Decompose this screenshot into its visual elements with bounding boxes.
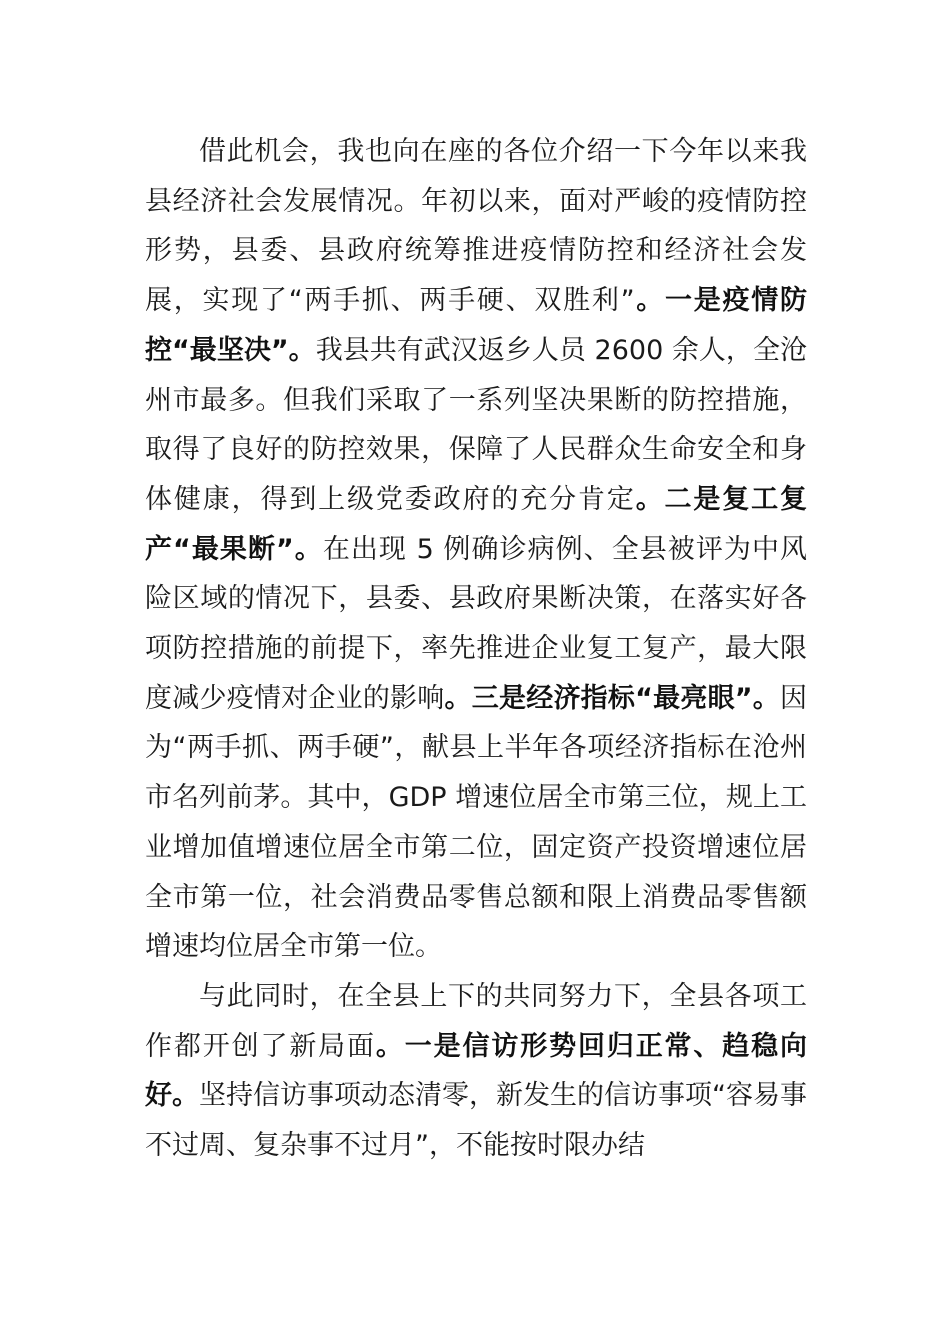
document-body (145, 127, 807, 1171)
paragraph-text: 坚持信访事项动态清零，新发生的信访事项“容易事不过周、复杂事不过月”，不能按时限办结 (145, 1080, 807, 1162)
highlight-resume-work: 。二是复工复产“最果断”。 (145, 483, 808, 565)
paragraph-text: 我县共有武汉返乡人员 2600 余人，全沧州市最多。但我们采取了一系列坚决果断的防控措施，取得了良好的防控效果，保障了人民群众生命安全和身体健康，得到上级党委政府的充分肯定 (145, 334, 807, 515)
highlight-economic-indicators: 。三是经济指标“最亮眼”。 (444, 682, 781, 714)
paragraph-new-situation (145, 972, 807, 1171)
paragraph-text: 借此机会，我也向在座的各位介绍一下今年以来我县经济社会发展情况。年初以来，面对严峻的疫情防控形势，县委、县政府统筹推进疫情防控和经济社会发展，实现了“两手抓、两手硬、双胜利” (145, 136, 807, 317)
paragraph-text: 与此同时，在全县上下的共同努力下，全县各项工作都开创了新局面 (145, 980, 807, 1062)
highlight-petition-situation: 。一是信访形势回归正常、趋稳向好。 (145, 1030, 808, 1112)
highlight-epidemic-control: 。一是疫情防控“最坚决”。 (145, 285, 808, 366)
paragraph-text: 因为“两手抓、两手硬”，献县上半年各项经济指标在沧州市名列前茅。其中，GDP 增速位居全市第三位，规上工业增加值增速位居全市第二位，固定资产投资增速位居全市第一位，社会消费品零售总额和限上消费品零售额增速均位居全市第一位。 (145, 682, 808, 963)
paragraph-text: 在出现 5 例确诊病例、全县被评为中风险区域的情况下，县委、县政府果断决策，在落实好各项防控措施的前提下，率先推进企业复工复产，最大限度减少疫情对企业的影响 (145, 533, 807, 714)
paragraph-economic-development (145, 127, 807, 972)
